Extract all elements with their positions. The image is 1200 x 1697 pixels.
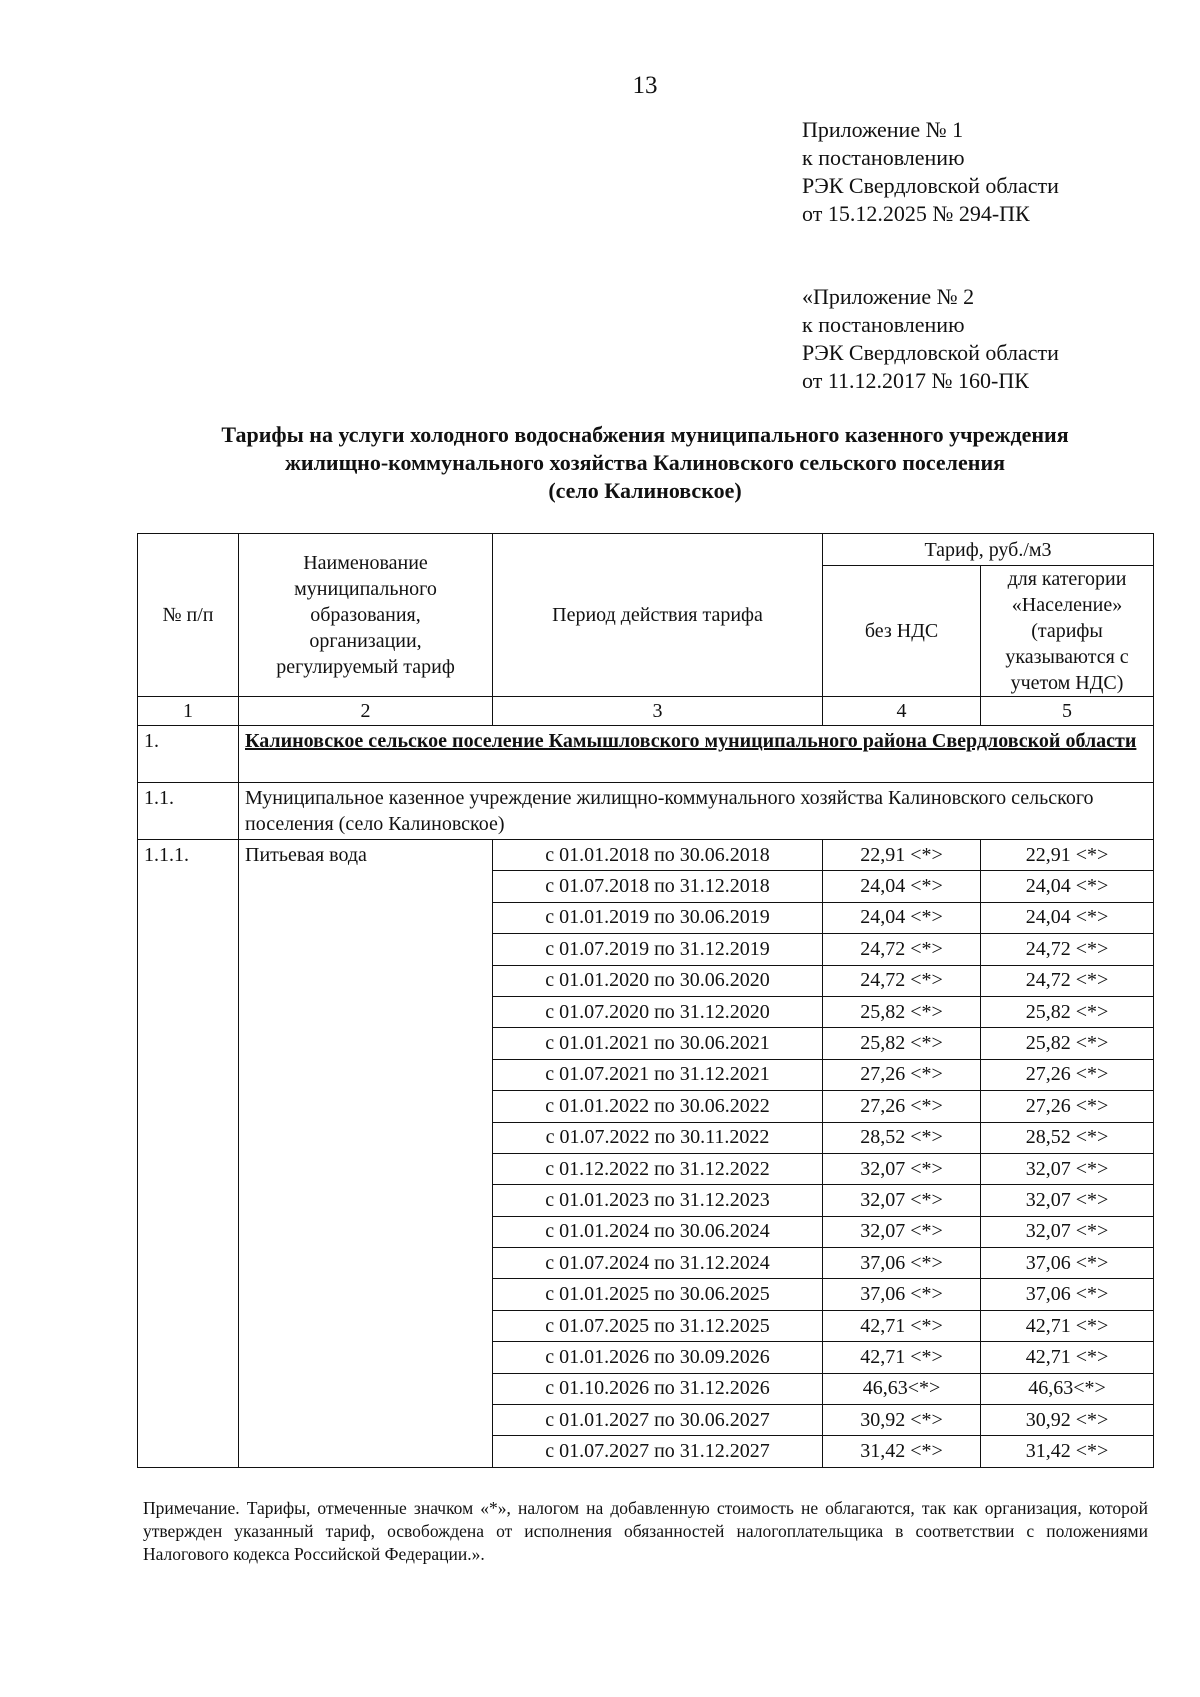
- section-num: 1.: [138, 726, 239, 783]
- tariff-population-cell: 46,63<*>: [981, 1373, 1154, 1404]
- tariff-table: [137, 533, 1154, 1468]
- tariff-no-vat-cell: 46,63<*>: [823, 1373, 981, 1404]
- period-cell: с 01.01.2020 по 30.06.2020: [493, 965, 823, 996]
- column-numbers-row: [138, 697, 1154, 726]
- tariff-population-cell: 27,26 <*>: [981, 1059, 1154, 1090]
- title-line: (село Калиновское): [548, 478, 742, 503]
- tariff-population-cell: 25,82 <*>: [981, 996, 1154, 1027]
- page-number: 13: [632, 72, 658, 99]
- tariff-no-vat-cell: 37,06 <*>: [823, 1248, 981, 1279]
- tariff-population-cell: 32,07 <*>: [981, 1216, 1154, 1247]
- header-no-vat: без НДС: [823, 566, 981, 697]
- tariff-population-cell: 24,04 <*>: [981, 871, 1154, 902]
- period-cell: с 01.01.2023 по 31.12.2023: [493, 1185, 823, 1216]
- tariff-population-cell: 42,71 <*>: [981, 1342, 1154, 1373]
- period-cell: с 01.07.2019 по 31.12.2019: [493, 934, 823, 965]
- tariff-population-cell: 30,92 <*>: [981, 1405, 1154, 1436]
- table-row: [138, 840, 1154, 871]
- column-number: 4: [823, 697, 981, 726]
- tariff-population-cell: 31,42 <*>: [981, 1436, 1154, 1467]
- header-population: для категории «Население» (тарифы указываются с учетом НДС): [981, 566, 1154, 697]
- appendix-2-line: от 11.12.2017 № 160-ПК: [802, 368, 1029, 393]
- tariff-no-vat-cell: 32,07 <*>: [823, 1185, 981, 1216]
- tariff-population-cell: 32,07 <*>: [981, 1185, 1154, 1216]
- header-name: Наименование муниципального образования, организации, регулируемый тариф: [239, 534, 493, 697]
- tariff-population-cell: 22,91 <*>: [981, 840, 1154, 871]
- period-cell: с 01.01.2018 по 30.06.2018: [493, 840, 823, 871]
- tariff-population-cell: 32,07 <*>: [981, 1153, 1154, 1184]
- period-cell: с 01.12.2022 по 31.12.2022: [493, 1153, 823, 1184]
- period-cell: с 01.01.2026 по 30.09.2026: [493, 1342, 823, 1373]
- column-number: 2: [239, 697, 493, 726]
- period-cell: с 01.07.2024 по 31.12.2024: [493, 1248, 823, 1279]
- tariff-no-vat-cell: 27,26 <*>: [823, 1059, 981, 1090]
- title-line: Тарифы на услуги холодного водоснабжения муниципального казенного учреждения: [221, 422, 1069, 447]
- tariff-no-vat-cell: 30,92 <*>: [823, 1405, 981, 1436]
- period-cell: с 01.07.2018 по 31.12.2018: [493, 871, 823, 902]
- tariff-no-vat-cell: 22,91 <*>: [823, 840, 981, 871]
- period-cell: с 01.01.2027 по 30.06.2027: [493, 1405, 823, 1436]
- appendix-1-line: к постановлению: [802, 145, 965, 170]
- appendix-2-header: [802, 283, 1059, 395]
- tariff-population-cell: 24,04 <*>: [981, 902, 1154, 933]
- period-cell: с 01.01.2024 по 30.06.2024: [493, 1216, 823, 1247]
- tariff-no-vat-cell: 24,72 <*>: [823, 965, 981, 996]
- appendix-2-line: к постановлению: [802, 312, 965, 337]
- tariff-no-vat-cell: 32,07 <*>: [823, 1153, 981, 1184]
- period-cell: с 01.07.2021 по 31.12.2021: [493, 1059, 823, 1090]
- section-title: Калиновское сельское поселение Камышловского муниципального района Свердловской области: [239, 726, 1154, 783]
- period-cell: с 01.01.2019 по 30.06.2019: [493, 902, 823, 933]
- column-number: 3: [493, 697, 823, 726]
- appendix-1-header: [802, 116, 1059, 228]
- tariff-no-vat-cell: 24,04 <*>: [823, 871, 981, 902]
- column-number: 5: [981, 697, 1154, 726]
- period-cell: с 01.07.2020 по 31.12.2020: [493, 996, 823, 1027]
- document-title: [130, 421, 1160, 505]
- section-row: [138, 726, 1154, 783]
- tariff-no-vat-cell: 28,52 <*>: [823, 1122, 981, 1153]
- tariff-no-vat-cell: 31,42 <*>: [823, 1436, 981, 1467]
- tariff-population-cell: 24,72 <*>: [981, 965, 1154, 996]
- org-num: 1.1.: [138, 783, 239, 840]
- appendix-2-line: «Приложение № 2: [802, 284, 975, 309]
- tariff-population-cell: 42,71 <*>: [981, 1310, 1154, 1341]
- org-name: Муниципальное казенное учреждение жилищно-коммунального хозяйства Калиновского сельского поселения (село Калиновское): [239, 783, 1154, 840]
- period-cell: с 01.07.2027 по 31.12.2027: [493, 1436, 823, 1467]
- tariff-no-vat-cell: 42,71 <*>: [823, 1342, 981, 1373]
- tariff-population-cell: 28,52 <*>: [981, 1122, 1154, 1153]
- tariff-no-vat-cell: 32,07 <*>: [823, 1216, 981, 1247]
- tariff-population-cell: 25,82 <*>: [981, 1028, 1154, 1059]
- period-cell: с 01.01.2025 по 30.06.2025: [493, 1279, 823, 1310]
- item-name: Питьевая вода: [239, 840, 493, 1468]
- appendix-2-line: РЭК Свердловской области: [802, 340, 1059, 365]
- tariff-no-vat-cell: 37,06 <*>: [823, 1279, 981, 1310]
- column-number: 1: [138, 697, 239, 726]
- header-period: Период действия тарифа: [493, 534, 823, 697]
- tariff-no-vat-cell: 25,82 <*>: [823, 1028, 981, 1059]
- period-cell: с 01.01.2022 по 30.06.2022: [493, 1091, 823, 1122]
- appendix-1-line: РЭК Свердловской области: [802, 173, 1059, 198]
- appendix-1-line: Приложение № 1: [802, 117, 964, 142]
- tariff-population-cell: 27,26 <*>: [981, 1091, 1154, 1122]
- org-row: [138, 783, 1154, 840]
- tariff-no-vat-cell: 25,82 <*>: [823, 996, 981, 1027]
- tariff-population-cell: 37,06 <*>: [981, 1248, 1154, 1279]
- period-cell: с 01.01.2021 по 30.06.2021: [493, 1028, 823, 1059]
- period-cell: с 01.07.2025 по 31.12.2025: [493, 1310, 823, 1341]
- period-cell: с 01.10.2026 по 31.12.2026: [493, 1373, 823, 1404]
- title-line: жилищно-коммунального хозяйства Калиновского сельского поселения: [284, 450, 1006, 475]
- tariff-population-cell: 37,06 <*>: [981, 1279, 1154, 1310]
- appendix-1-line: от 15.12.2025 № 294-ПК: [802, 201, 1030, 226]
- period-cell: с 01.07.2022 по 30.11.2022: [493, 1122, 823, 1153]
- item-num: 1.1.1.: [138, 840, 239, 1468]
- tariff-no-vat-cell: 27,26 <*>: [823, 1091, 981, 1122]
- header-num: № п/п: [138, 534, 239, 697]
- tariff-no-vat-cell: 24,04 <*>: [823, 902, 981, 933]
- tariff-no-vat-cell: 24,72 <*>: [823, 934, 981, 965]
- footnote: Примечание. Тарифы, отмеченные значком «*», налогом на добавленную стоимость не облагаются, так как организация, которой утвержден указанный тариф, освобождена от исполнения обязанностей налогоплательщика в соответствии с положениями Налогового кодекса Российской Федерации.».: [143, 1498, 1148, 1564]
- tariff-no-vat-cell: 42,71 <*>: [823, 1310, 981, 1341]
- header-tariff: Тариф, руб./м3: [823, 534, 1154, 566]
- tariff-population-cell: 24,72 <*>: [981, 934, 1154, 965]
